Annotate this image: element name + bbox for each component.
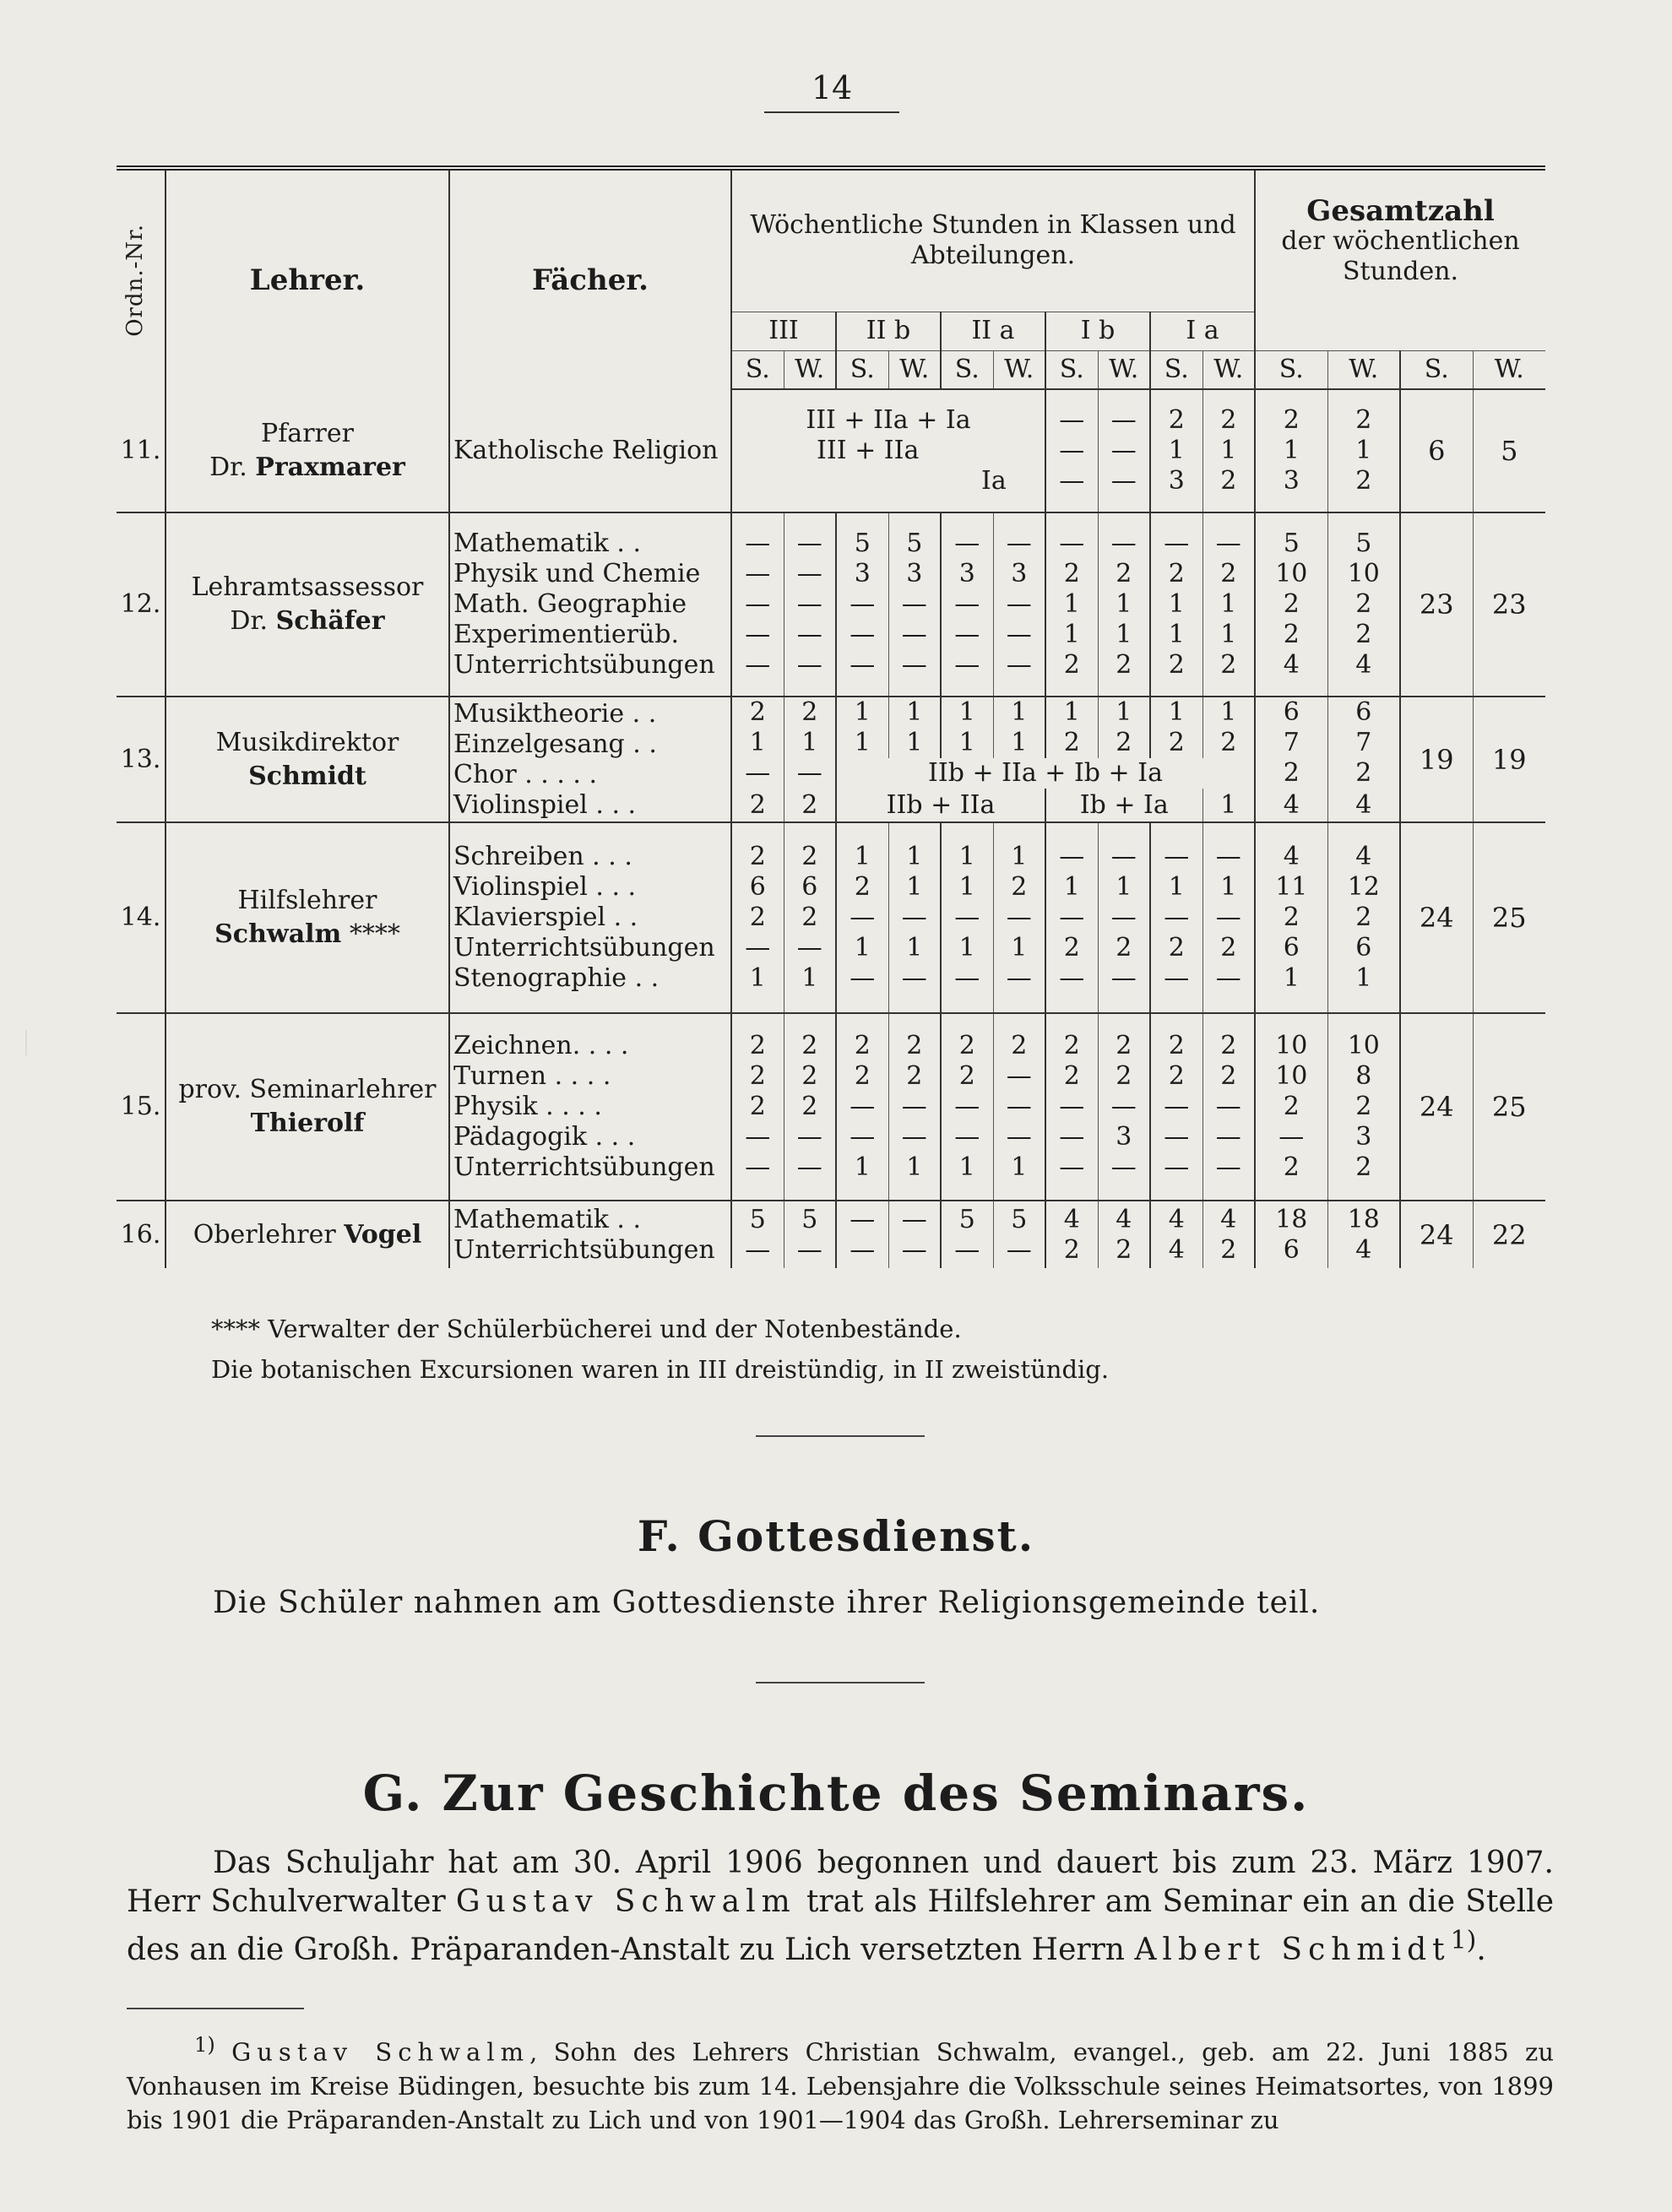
cell: 2 xyxy=(731,789,784,822)
sum-s: 5 10 2 2 4 xyxy=(1255,512,1327,697)
teaching-schedule-table xyxy=(117,165,1545,1268)
col-iia-s: 5 — xyxy=(941,1201,993,1268)
total-s: 6 xyxy=(1400,389,1473,512)
col-ib-s: 2 2 — — — xyxy=(1045,1013,1098,1201)
total-header: Gesamtzahl der wöchentlichen Stunden. xyxy=(1255,168,1545,312)
subject-cell: Mathematik . . Physik und Chemie Math. Geographie Experimentierüb. Unterrichtsübungen xyxy=(449,512,731,697)
cell: 1 xyxy=(888,728,941,758)
col-ib-s: — 2 1 1 2 xyxy=(1045,512,1098,697)
row-number: 12. xyxy=(117,512,166,697)
section-g-text: Das Schuljahr hat am 30. April 1906 begonnen und dauert bis zum 23. März 1907. Herr Schulverwalter Gustav Schwalm trat als Hilfslehrer am Seminar ein an die Stelle des an die Großh. Präparanden-Anstalt zu Lich versetzten Herrn Albert Schmidt$^{1)}$. xyxy=(127,1846,1554,1967)
page-number: 14 xyxy=(764,69,899,113)
cell: 2 xyxy=(784,789,836,822)
sw-w: W. xyxy=(1202,350,1255,389)
col-ib-w: — 2 1 1 2 xyxy=(1098,512,1150,697)
ib-w: — — — xyxy=(1098,389,1150,512)
sum-w: 10 8 2 3 2 xyxy=(1327,1013,1400,1201)
table-row xyxy=(117,1201,1545,1268)
total-s: 24 xyxy=(1400,1013,1473,1201)
col-ia-w: — 1 — 2 — xyxy=(1202,822,1255,1013)
cell: 1 xyxy=(1202,697,1255,728)
subject-cell: Zeichnen. . . . Turnen . . . . Physik . . . . Pädagogik . . . Unterrichtsübungen xyxy=(449,1013,731,1201)
sw-s: S. xyxy=(941,350,993,389)
table-row xyxy=(117,697,1545,728)
cell: 1 xyxy=(1150,697,1202,728)
col-ia-s: — 1 — 2 — xyxy=(1150,822,1202,1013)
sum-w: 7 xyxy=(1327,728,1400,758)
sum-w: 4 12 2 6 1 xyxy=(1327,822,1400,1013)
divider xyxy=(756,1682,925,1683)
person-name: Gustav Schwalm xyxy=(455,1884,796,1919)
person-name: Albert Schmidt xyxy=(1134,1933,1451,1967)
sum-w: 2 1 2 xyxy=(1327,389,1400,512)
cell: 2 xyxy=(1045,728,1098,758)
section-g-title: G. Zur Geschichte des Seminars. xyxy=(362,1765,1310,1822)
table-row xyxy=(117,1013,1545,1201)
row-number: 11. xyxy=(117,389,166,512)
table-row xyxy=(117,389,1545,512)
row-number: 13. xyxy=(117,697,166,822)
total-w: 22 xyxy=(1473,1201,1545,1268)
col-iii-w: 2 2 2 — — xyxy=(784,1013,836,1201)
teacher-header: Lehrer. xyxy=(166,168,449,389)
col-iib-w: 1 1 — 1 — xyxy=(888,822,941,1013)
note-line: **** Verwalter der Schülerbücherei und der Notenbestände. xyxy=(211,1315,962,1343)
cell: 2 xyxy=(731,697,784,728)
ordn-header: Ordn.-Nr. xyxy=(117,168,166,389)
cell: 1 xyxy=(941,697,993,728)
col-ia-s: — 2 1 1 2 xyxy=(1150,512,1202,697)
table-row xyxy=(117,822,1545,1013)
cell: 1 xyxy=(836,728,888,758)
sw-w: W. xyxy=(784,350,836,389)
total-s: 24 xyxy=(1400,822,1473,1013)
teacher-cell: Lehramtsassessor Dr. Schäfer xyxy=(166,512,449,697)
subjects-header: Fächer. xyxy=(449,168,731,389)
cell: 2 xyxy=(1202,728,1255,758)
row-number: 16. xyxy=(120,1219,161,1250)
total-w: 25 xyxy=(1473,822,1545,1013)
col-iib-s: 5 3 — — — xyxy=(836,512,888,697)
class-header-iii: III xyxy=(731,312,836,350)
sw-s: S. xyxy=(1255,350,1327,389)
col-ia-w: 4 2 xyxy=(1202,1201,1255,1268)
row-number: 14. xyxy=(117,822,166,1013)
class-header-ia: I a xyxy=(1150,312,1255,350)
sw-w: W. xyxy=(1327,350,1400,389)
col-iia-s: 2 2 — — 1 xyxy=(941,1013,993,1201)
sum-w: 18 4 xyxy=(1327,1201,1400,1268)
cell: 1 xyxy=(993,728,1045,758)
col-ib-w: 2 2 — 3 — xyxy=(1098,1013,1150,1201)
table-row xyxy=(117,512,1545,697)
note-line: Die botanischen Excursionen waren in III dreistündig, in II zweistündig. xyxy=(211,1355,1110,1384)
combined-classes-cell: Ib + Ia xyxy=(1045,789,1202,822)
total-w: 25 xyxy=(1473,1013,1545,1201)
col-iii-s: 5 — xyxy=(731,1201,784,1268)
col-iii-w: — — — — — xyxy=(784,512,836,697)
col-iib-w: 5 3 — — — xyxy=(888,512,941,697)
col-iii-w: 5 — xyxy=(784,1201,836,1268)
sum-s: 2 1 3 xyxy=(1255,389,1327,512)
cell: 1 xyxy=(888,697,941,728)
col-ia-w: — 2 1 1 2 xyxy=(1202,512,1255,697)
sw-w: W. xyxy=(1098,350,1150,389)
teacher-cell: Pfarrer Dr. Praxmarer xyxy=(166,389,449,512)
cell: — xyxy=(731,758,784,789)
cell: 1 xyxy=(1045,697,1098,728)
teacher-cell: prov. Seminarlehrer Thierolf xyxy=(166,1013,449,1201)
scan-artifact xyxy=(25,1030,27,1055)
sum-s: 10 10 2 — 2 xyxy=(1255,1013,1327,1201)
cell: — xyxy=(784,758,836,789)
person-name: Gustav Schwalm xyxy=(231,2037,530,2067)
col-iia-s: 1 1 — 1 — xyxy=(941,822,993,1013)
sum-w: 6 xyxy=(1327,697,1400,728)
total-w: 19 xyxy=(1473,697,1545,822)
sw-s: S. xyxy=(1045,350,1098,389)
teacher-cell: Hilfslehrer Schwalm **** xyxy=(166,822,449,1013)
cell: 1 xyxy=(1202,789,1255,822)
ib-s: — — — xyxy=(1045,389,1098,512)
class-header-ib: I b xyxy=(1045,312,1150,350)
cell: 2 xyxy=(1098,728,1150,758)
sw-s: S. xyxy=(1400,350,1473,389)
col-ia-w: 2 2 — — — xyxy=(1202,1013,1255,1201)
col-ib-s: — 1 — 2 — xyxy=(1045,822,1098,1013)
sw-w: W. xyxy=(993,350,1045,389)
sw-s: S. xyxy=(731,350,784,389)
row-number: 15. xyxy=(117,1013,166,1201)
class-header-iib: II b xyxy=(836,312,941,350)
sw-s: S. xyxy=(1150,350,1202,389)
sum-s: 18 6 xyxy=(1255,1201,1327,1268)
col-iia-s: — 3 — — — xyxy=(941,512,993,697)
footnote-ref: 1) xyxy=(1450,1926,1477,1955)
col-iia-w: — 3 — — — xyxy=(993,512,1045,697)
col-iib-w: — — xyxy=(888,1201,941,1268)
cell: 1 xyxy=(941,728,993,758)
weekly-hours-header: Wöchentliche Stunden in Klassen und Abteilungen. xyxy=(731,168,1255,312)
col-iib-s: 1 2 — 1 — xyxy=(836,822,888,1013)
footnote: $^{1)}$ Gustav Schwalm, Sohn des Lehrers Christian Schwalm, evangel., geb. am 22. Juni 1885 zu Vonhausen im Kreise Büdingen, besuchte bis zum 14. Lebensjahre die Volksschule seines Heimatsortes, von 1899 bis 1901 die Präparanden-Anstalt zu Lich und von 1901—1904 das Großh. Lehrerseminar zu xyxy=(127,2033,1554,2134)
sw-s: S. xyxy=(836,350,888,389)
cell: 2 xyxy=(784,697,836,728)
sum-w: 4 xyxy=(1327,789,1400,822)
divider xyxy=(756,1435,925,1437)
col-iii-s: 2 2 2 — — xyxy=(731,1013,784,1201)
section-f-title: F. Gottesdienst. xyxy=(637,1511,1035,1561)
cell: 2 xyxy=(1150,728,1202,758)
total-s: 19 xyxy=(1400,697,1473,822)
col-iib-s: — — xyxy=(836,1201,888,1268)
total-s: 24 xyxy=(1400,1201,1473,1268)
cell: 1 xyxy=(784,728,836,758)
footnote-divider xyxy=(127,2008,304,2009)
sum-s: 4 xyxy=(1255,789,1327,822)
col-ib-s: 4 2 xyxy=(1045,1201,1098,1268)
sum-s: 7 xyxy=(1255,728,1327,758)
class-header-iia: II a xyxy=(941,312,1045,350)
teacher-cell: Musikdirektor Schmidt xyxy=(166,697,449,822)
sw-w: W. xyxy=(888,350,941,389)
cell: 1 xyxy=(836,697,888,728)
table-notes xyxy=(211,1309,1109,1390)
subject-cell: Schreiben . . . Violinspiel . . . Klavierspiel . . Unterrichtsübungen Stenographie . . xyxy=(449,822,731,1013)
col-iia-w: 2 — — — 1 xyxy=(993,1013,1045,1201)
total-header-spacer xyxy=(1255,312,1545,350)
section-f-text: Die Schüler nahmen am Gottesdienste ihrer Religionsgemeinde teil. xyxy=(213,1586,1321,1620)
footnote-marker: 1) xyxy=(194,2033,215,2057)
sum-s: 6 xyxy=(1255,697,1327,728)
sum-w: 5 10 2 2 4 xyxy=(1327,512,1400,697)
col-iii-s: — — — — — xyxy=(731,512,784,697)
col-ia-s: 2 2 — — — xyxy=(1150,1013,1202,1201)
col-iib-w: 2 2 — — 1 xyxy=(888,1013,941,1201)
ia-w: 2 1 2 xyxy=(1202,389,1255,512)
sum-s: 4 11 2 6 1 xyxy=(1255,822,1327,1013)
sw-w: W. xyxy=(1473,350,1545,389)
col-iia-w: 5 — xyxy=(993,1201,1045,1268)
col-ia-s: 4 4 xyxy=(1150,1201,1202,1268)
subject-cell: Musiktheorie . . Einzelgesang . . Chor . . . . . Violinspiel . . . xyxy=(449,697,731,822)
total-w: 5 xyxy=(1473,389,1545,512)
cell: 1 xyxy=(993,697,1045,728)
total-w: 23 xyxy=(1473,512,1545,697)
subject-cell: Katholische Religion xyxy=(449,389,731,512)
combined-classes-cell: III + IIa + Ia III + IIa Ia xyxy=(731,389,1045,512)
cell: 1 xyxy=(731,728,784,758)
col-iii-s: 2 6 2 — 1 xyxy=(731,822,784,1013)
combined-classes-cell: IIb + IIa + Ib + Ia xyxy=(836,758,1255,789)
ia-s: 2 1 3 xyxy=(1150,389,1202,512)
total-s: 23 xyxy=(1400,512,1473,697)
cell: 1 xyxy=(1098,697,1150,728)
col-iib-s: 2 2 — — 1 xyxy=(836,1013,888,1201)
col-iii-w: 2 6 2 — 1 xyxy=(784,822,836,1013)
sum-w: 2 xyxy=(1327,758,1400,789)
col-ib-w: 4 2 xyxy=(1098,1201,1150,1268)
combined-classes-cell: IIb + IIa xyxy=(836,789,1045,822)
col-iia-w: 1 2 — 1 — xyxy=(993,822,1045,1013)
sum-s: 2 xyxy=(1255,758,1327,789)
subject-cell: Mathematik . . Unterrichtsübungen xyxy=(449,1201,731,1268)
col-ib-w: — 1 — 2 — xyxy=(1098,822,1150,1013)
teacher-cell: Oberlehrer Vogel xyxy=(166,1201,449,1268)
